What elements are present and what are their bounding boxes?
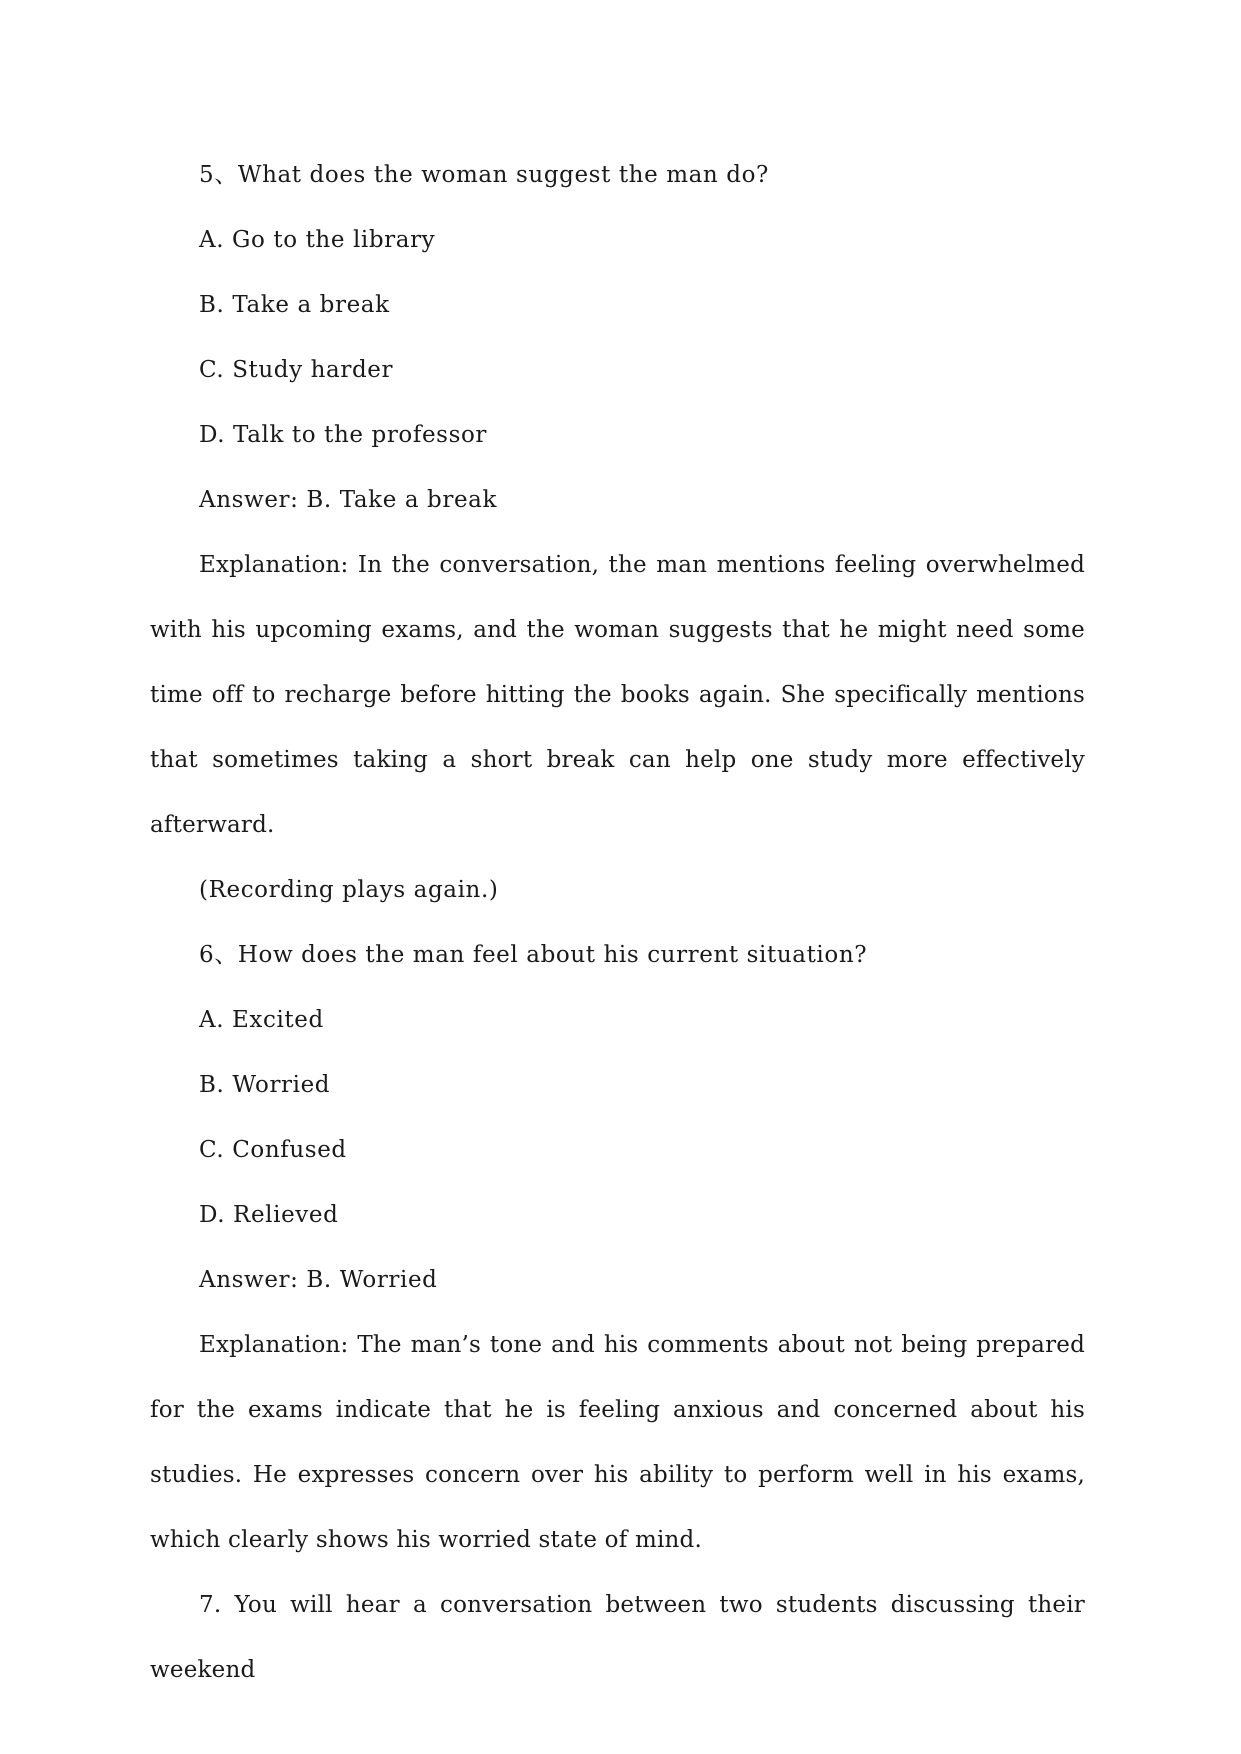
q5-answer: Answer: B. Take a break: [199, 487, 498, 513]
q5-option-b: B. Take a break: [199, 292, 390, 318]
document-body: [150, 143, 1085, 1703]
q6-option-a: A. Excited: [199, 1007, 324, 1033]
question-6: 6、How does the man feel about his current situation?: [199, 942, 868, 968]
q5-explanation: Explanation: In the conversation, the man mentions feeling overwhelmed with his upcoming exams, and the woman suggests that he might need some time off to recharge before hitting the books again. She specifically mentions that sometimes taking a short break can help one study more effectively afterward.: [150, 552, 1085, 838]
q6-option-b: B. Worried: [199, 1072, 331, 1098]
q6-answer: Answer: B. Worried: [199, 1267, 438, 1293]
q5-option-d: D. Talk to the professor: [199, 422, 488, 448]
q6-explanation: Explanation: The man’s tone and his comments about not being prepared for the exams indicate that he is feeling anxious and concerned about his studies. He expresses concern over his ability to perform well in his exams, which clearly shows his worried state of mind.: [150, 1332, 1085, 1553]
q5-option-a: A. Go to the library: [199, 227, 436, 253]
question-7-intro: 7. You will hear a conversation between two students discussing their weekend: [150, 1592, 1085, 1683]
q6-option-c: C. Confused: [199, 1137, 347, 1163]
q6-option-d: D. Relieved: [199, 1202, 339, 1228]
q5-option-c: C. Study harder: [199, 357, 394, 383]
question-5: 5、What does the woman suggest the man do?: [199, 162, 769, 188]
recording-note: (Recording plays again.): [199, 877, 499, 903]
